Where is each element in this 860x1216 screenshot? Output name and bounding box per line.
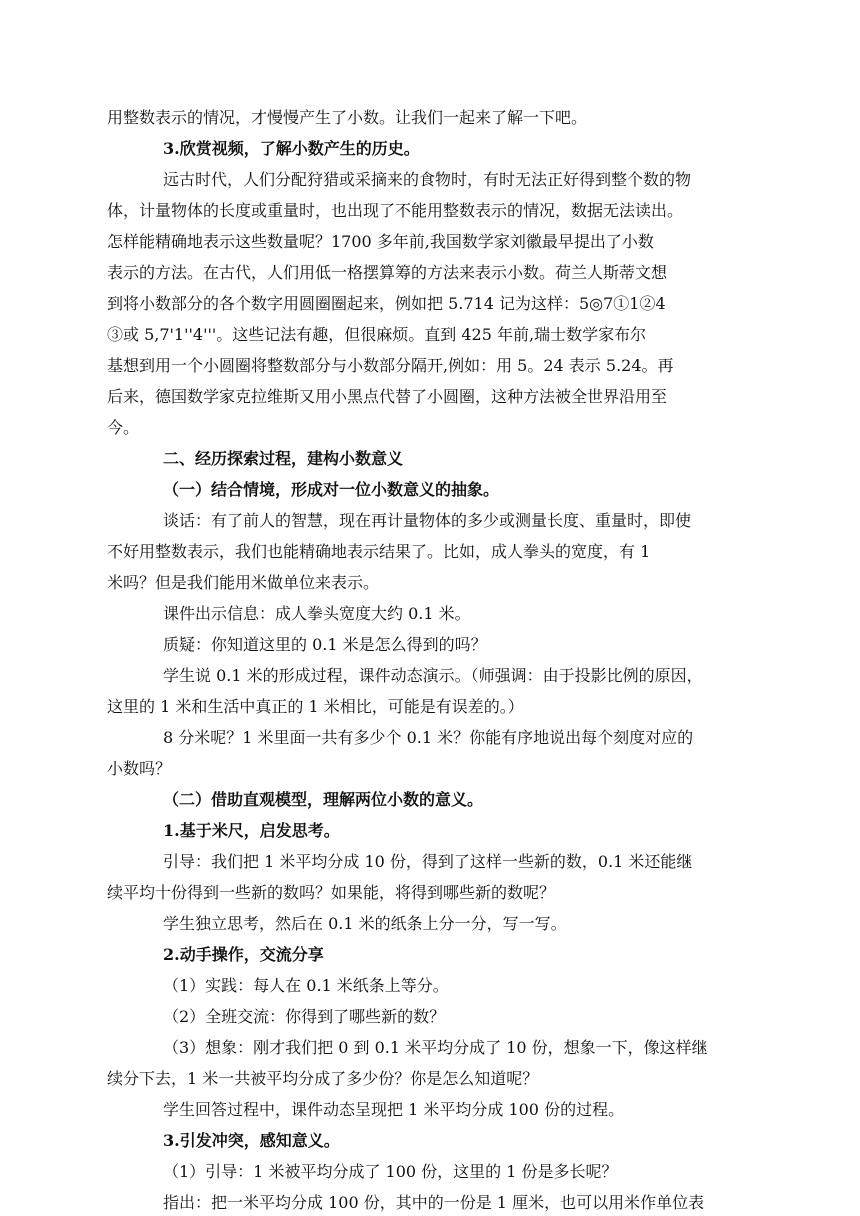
paragraph-line: 今。 [107, 418, 140, 437]
section-heading: 2.动手操作，交流分享 [163, 945, 324, 964]
paragraph-line: （1）引导：1 米被平均分成了 100 份，这里的 1 份是多长呢？ [163, 1162, 618, 1181]
section-heading: 3.欣赏视频，了解小数产生的历史。 [163, 139, 420, 158]
paragraph-line: 这里的 1 米和生活中真正的 1 米相比，可能是有误差的。） [107, 697, 524, 716]
paragraph-line: （3）想象：刚才我们把 0 到 0.1 米平均分成了 10 份，想象一下，像这样继 [163, 1038, 708, 1057]
paragraph-line: 体，计量物体的长度或重量时，也出现了不能用整数表示的情况，数据无法读出。 [107, 201, 684, 220]
paragraph-line: 学生回答过程中，课件动态呈现把 1 米平均分成 100 份的过程。 [163, 1100, 625, 1119]
paragraph-line: 质疑：你知道这里的 0.1 米是怎么得到的吗？ [163, 635, 487, 654]
paragraph-line: 学生说 0.1 米的形成过程，课件动态演示。（师强调：由于投影比例的原因， [163, 666, 703, 685]
paragraph-line: 远古时代，人们分配狩猎或采摘来的食物时，有时无法正好得到整个数的物 [163, 170, 692, 189]
paragraph-line: 用整数表示的情况，才慢慢产生了小数。让我们一起来了解一下吧。 [107, 108, 588, 127]
paragraph-line: 课件出示信息：成人拳头宽度大约 0.1 米。 [163, 604, 471, 623]
section-heading: （一）结合情境，形成对一位小数意义的抽象。 [163, 480, 500, 499]
paragraph-line: 谈话：有了前人的智慧，现在再计量物体的多少或测量长度、重量时，即使 [163, 511, 692, 530]
paragraph-line: 后来，德国数学家克拉维斯又用小黑点代替了小圆圈，这种方法被全世界沿用至 [107, 387, 668, 406]
paragraph-line: 引导：我们把 1 米平均分成 10 份，得到了这样一些新的数，0.1 米还能继 [163, 852, 693, 871]
paragraph-line: 小数吗？ [107, 759, 172, 778]
section-heading: 3.引发冲突，感知意义。 [163, 1131, 340, 1150]
paragraph-line: 续平均十份得到一些新的数吗？如果能，将得到哪些新的数呢？ [107, 883, 556, 902]
section-heading: （二）借助直观模型，理解两位小数的意义。 [163, 790, 484, 809]
paragraph-line: 表示的方法。在古代，人们用低一格摆算筹的方法来表示小数。荷兰人斯蒂文想 [107, 263, 668, 282]
paragraph-line: 米吗？但是我们能用米做单位来表示。 [107, 573, 380, 592]
paragraph-line: 学生独立思考，然后在 0.1 米的纸条上分一分，写一写。 [163, 914, 567, 933]
paragraph-line: 到将小数部分的各个数字用圆圈圈起来，例如把 5.714 记为这样：5◎7①1②4 [107, 294, 666, 313]
paragraph-line: 指出：把一米平均分成 100 份，其中的一份是 1 厘米，也可以用米作单位表 [163, 1193, 705, 1212]
paragraph-line: （2）全班交流：你得到了哪些新的数？ [163, 1007, 446, 1026]
section-heading: 二、经历探索过程，建构小数意义 [163, 449, 404, 468]
paragraph-line: 8 分米呢？1 米里面一共有多少个 0.1 米？你能有序地说出每个刻度对应的 [163, 728, 694, 747]
paragraph-line: 怎样能精确地表示这些数量呢？1700 多年前,我国数学家刘徽最早提出了小数 [107, 232, 654, 251]
paragraph-line: 基想到用一个小圆圈将整数部分与小数部分隔开,例如：用 5。24 表示 5.24。再 [107, 356, 674, 375]
section-heading: 1.基于米尺，启发思考。 [163, 821, 340, 840]
paragraph-line: （1）实践：每人在 0.1 米纸条上等分。 [163, 976, 449, 995]
paragraph-line: 续分下去，1 米一共被平均分成了多少份？你是怎么知道呢？ [107, 1069, 539, 1088]
paragraph-line: 不好用整数表示，我们也能精确地表示结果了。比如，成人拳头的宽度，有 1 [107, 542, 651, 561]
paragraph-line: ③或 5,7'1''4'''。这些记法有趣，但很麻烦。直到 425 年前,瑞士数学家布尔 [107, 325, 647, 344]
